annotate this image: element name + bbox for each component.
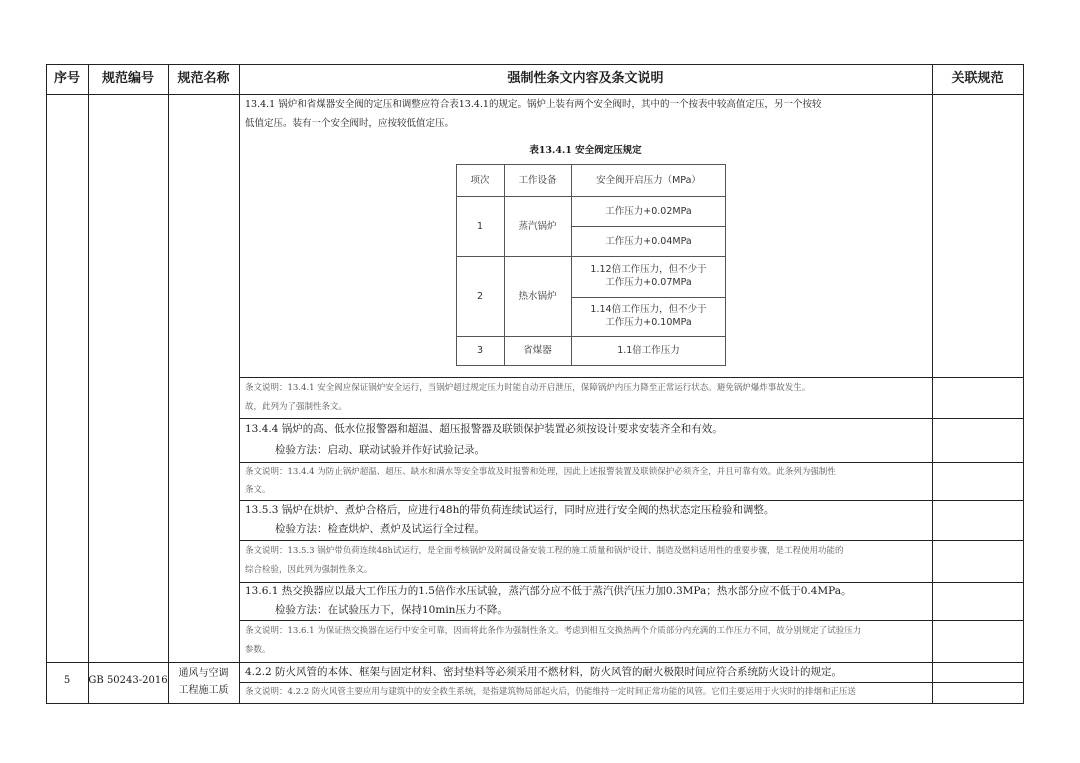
itable-line: [456, 196, 726, 197]
itable-line: [571, 297, 726, 298]
itable-h-no: 项次: [470, 175, 490, 186]
col-divider: [88, 64, 89, 704]
table-border-bottom: [46, 703, 1024, 704]
itable-r3-device: 省煤器: [523, 345, 552, 356]
itable-line: [456, 164, 726, 165]
header-related: 关联规范: [951, 71, 1004, 86]
row-divider: [239, 620, 1024, 621]
itable-line: [456, 164, 457, 366]
expl-13-4-1-line2: 故，此列为了强制性条文。: [245, 402, 348, 412]
clause-13-6-1-line1: 13.6.1 热交换器应以最大工作压力的1.5倍作水压试验，蒸汽部分应不低于蒸汽供汽压力加0.3MPa；热水部分应不低于0.4MPa。: [245, 585, 852, 597]
row5-name-line2: 工程施工质: [178, 685, 229, 696]
row5-code: GB 50243-2016: [88, 675, 168, 686]
itable-r2-a2: 工作压力+0.07MPa: [605, 277, 692, 288]
expl-4-2-2: 条文说明：4.2.2 防火风管主要应用与建筑中的安全救生系统，是指建筑物局部起火后，仍能维持一定时间正常功能的风管。它们主要运用于火灾时的排烟和正压送: [245, 687, 856, 697]
itable-r3-a: 1.1倍工作压力: [617, 345, 680, 356]
itable-r1-no: 1: [476, 221, 484, 232]
table-caption: 表13.4.1 安全阀定压规定: [529, 145, 642, 156]
expl-13-4-4-line2: 条文。: [245, 485, 271, 495]
itable-line: [456, 336, 726, 337]
col-divider: [932, 64, 933, 704]
itable-line: [504, 164, 505, 366]
expl-13-4-1-line1: 条文说明：13.4.1 安全阀应保证锅炉安全运行，当锅炉超过规定压力时能自动开启泄压，保障锅炉内压力降至正常运行状态。避免锅炉爆炸事故发生。: [245, 383, 811, 393]
expl-13-6-1-line2: 参数。: [245, 645, 271, 655]
col-divider: [1023, 64, 1024, 704]
col-divider: [168, 64, 169, 704]
clause-13-4-1-line2: 低值定压。装有一个安全阀时，应按较低值定压。: [245, 118, 455, 129]
header-code: 规范编号: [101, 71, 154, 86]
row-divider: [239, 540, 1024, 541]
header-name: 规范名称: [177, 71, 230, 86]
itable-r1-a: 工作压力+0.02MPa: [605, 206, 692, 217]
itable-line: [571, 226, 726, 227]
itable-r1-device: 蒸汽锅炉: [518, 221, 557, 232]
itable-h-pressure: 安全阀开启压力（MPa）: [596, 175, 701, 186]
clause-13-5-3-line2: 检验方法：检查烘炉、煮炉及试运行全过程。: [275, 523, 485, 535]
standards-table: [46, 64, 1024, 704]
expl-13-6-1-line1: 条文说明：13.6.1 为保证热交换器在运行中安全可靠，因而将此条作为强制性条文。考虑到相互交换热两个介质部分内充满的工作压力不同，故分别规定了试验压力: [245, 626, 862, 636]
expl-13-5-3-line2: 综合检验，因此列为强制性条文。: [245, 565, 373, 575]
itable-r2-b2: 工作压力+0.10MPa: [605, 317, 692, 328]
clause-4-2-2: 4.2.2 防火风管的本体、框架与固定材料、密封垫料等必须采用不燃材料，防火风管的耐火极限时间应符合系统防火设计的规定。: [245, 666, 843, 678]
col-divider: [46, 64, 47, 704]
itable-r2-b1: 1.14倍工作压力，但不少于: [590, 304, 707, 315]
row5-serial: 5: [63, 675, 71, 686]
expl-13-5-3-line1: 条文说明：13.5.3 锅炉带负荷连续48h试运行，是全面考核锅炉及附属设备安装工程的施工质量和锅炉设计、制造及燃料适用性的重要步骤，是工程使用功能的: [245, 546, 844, 556]
header-content: 强制性条文内容及条文说明: [507, 71, 664, 86]
clause-13-4-1-line1: 13.4.1 锅炉和省煤器安全阀的定压和调整应符合表13.4.1的规定。锅炉上装有两个安全阀时，其中的一个按表中较高值定压，另一个按较: [245, 99, 822, 110]
itable-r2-device: 热水锅炉: [518, 291, 557, 302]
row5-name-line1: 通风与空调: [178, 668, 229, 679]
clause-13-4-4-line1: 13.4.4 锅炉的高、低水位报警器和超温、超压报警器及联锁保护装置必须按设计要求安装齐全和有效。: [245, 423, 723, 435]
safety-valve-table: [456, 164, 726, 366]
header-serial: 序号: [53, 71, 80, 86]
itable-r2-a1: 1.12倍工作压力，但不少于: [590, 264, 707, 275]
header-divider: [46, 94, 1024, 95]
expl-13-4-4-line1: 条文说明：13.4.4 为防止锅炉超温、超压、缺水和满水等安全事故及时报警和处理，因此上述报警装置及联锁保护必须齐全，并且可靠有效。此条列为强制性: [245, 467, 836, 477]
itable-line: [456, 365, 726, 366]
clause-13-4-4-line2: 检验方法：启动、联动试验并作好试验记录。: [275, 444, 485, 456]
itable-r3-no: 3: [476, 345, 484, 356]
itable-line: [456, 256, 726, 257]
itable-r1-b: 工作压力+0.04MPa: [605, 236, 692, 247]
clause-13-5-3-line1: 13.5.3 锅炉在烘炉、煮炉合格后，应进行48h的带负荷连续试运行，同时应进行安全阀的热状态定压检验和调整。: [245, 504, 775, 516]
itable-r2-no: 2: [476, 291, 484, 302]
itable-h-device: 工作设备: [518, 175, 557, 186]
clause-13-6-1-line2: 检验方法：在试验压力下，保持10min压力不降。: [275, 604, 508, 616]
row-divider: [239, 377, 1024, 378]
